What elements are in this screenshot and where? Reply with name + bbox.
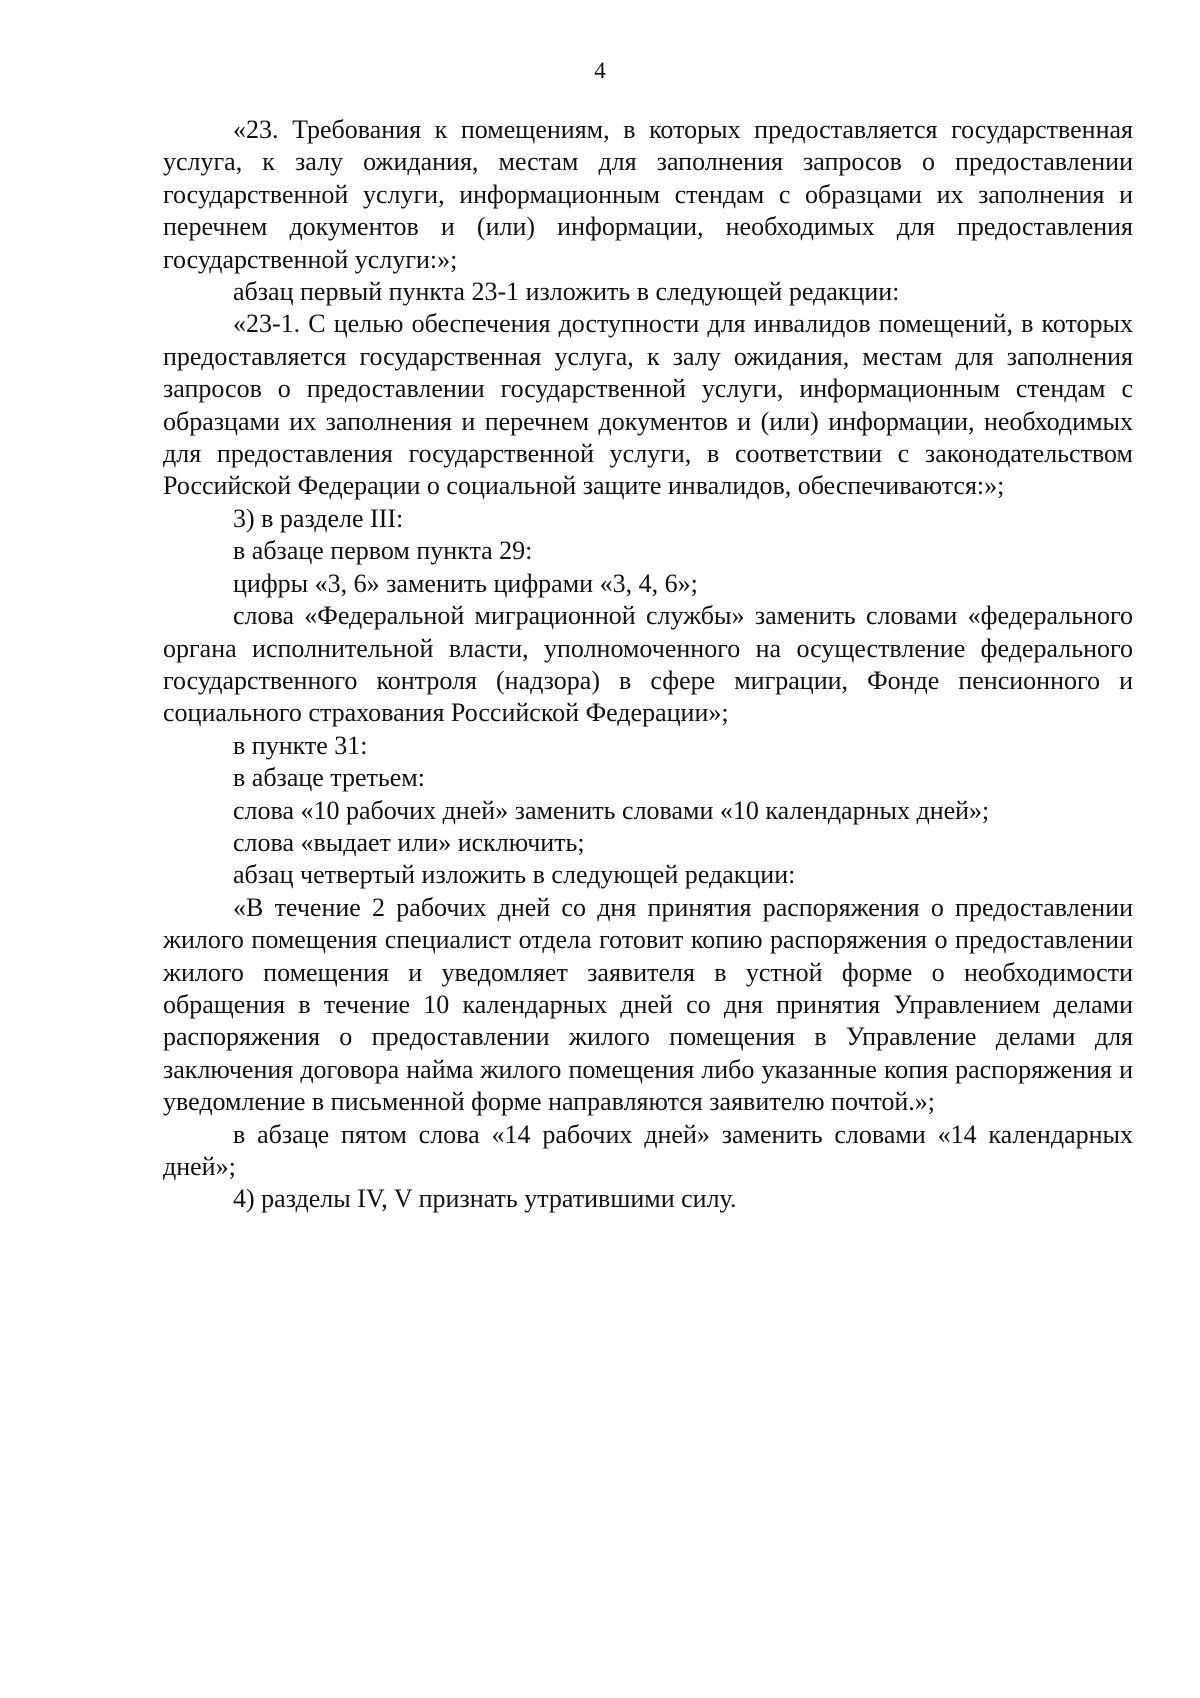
paragraph: в абзаце пятом слова «14 рабочих дней» заменить словами «14 календарных дней»;	[163, 1119, 1133, 1181]
paragraph: «23-1. С целью обеспечения доступности для инвалидов помещений, в которых предоставляется государственная услуга, к залу ожидания, местам для заполнения запросов о предоставлении государственной услуги, информационным стендам с образцами их заполнения и перечнем документов и (или) информации, необходимых для предоставления государственной услуги, в соответствии с законодательством Российской Федерации о социальной защите инвалидов, обеспечиваются:»;	[163, 309, 1133, 501]
paragraph: абзац первый пункта 23-1 изложить в следующей редакции:	[233, 277, 900, 307]
paragraph: абзац четвертый изложить в следующей редакции:	[233, 860, 796, 890]
paragraph: цифры «3, 6» заменить цифрами «3, 4, 6»;	[233, 568, 698, 598]
paragraph: «В течение 2 рабочих дней со дня принятия распоряжения о предоставлении жилого помещения специалист отдела готовит копию распоряжения о предоставлении жилого помещения и уведомляет заявителя в устной форме о необходимости обращения в течение 10 календарных дней со дня принятия Управлением делами распоряжения о предоставлении жилого помещения в Управление делами для заключения договора найма жилого помещения либо указанные копия распоряжения и уведомление в письменной форме направляются заявителю почтой.»;	[163, 892, 1133, 1117]
document-body	[163, 114, 1133, 1216]
paragraph: в пункте 31:	[233, 730, 368, 760]
paragraph: в абзаце первом пункта 29:	[233, 536, 533, 566]
paragraph: слова «выдает или» исключить;	[233, 827, 585, 857]
paragraph: слова «Федеральной миграционной службы» заменить словами «федерального органа исполнительной власти, уполномоченного на осуществление федерального государственного контроля (надзора) в сфере миграции, Фонде пенсионного и социального страхования Российской Федерации»;	[163, 601, 1133, 728]
paragraph: 3) в разделе III:	[233, 503, 404, 533]
paragraph: в абзаце третьем:	[233, 763, 425, 793]
paragraph: слова «10 рабочих дней» заменить словами «10 календарных дней»;	[233, 795, 990, 825]
paragraph: «23. Требования к помещениям, в которых предоставляется государственная услуга, к залу ожидания, местам для заполнения запросов о предоставлении государственной услуги, информационным стендам с образцами их заполнения и перечнем документов и (или) информации, необходимых для предоставления государственной услуги:»;	[163, 115, 1133, 274]
page-number: 4	[594, 58, 606, 83]
paragraph: 4) разделы IV, V признать утратившими силу.	[233, 1184, 737, 1214]
